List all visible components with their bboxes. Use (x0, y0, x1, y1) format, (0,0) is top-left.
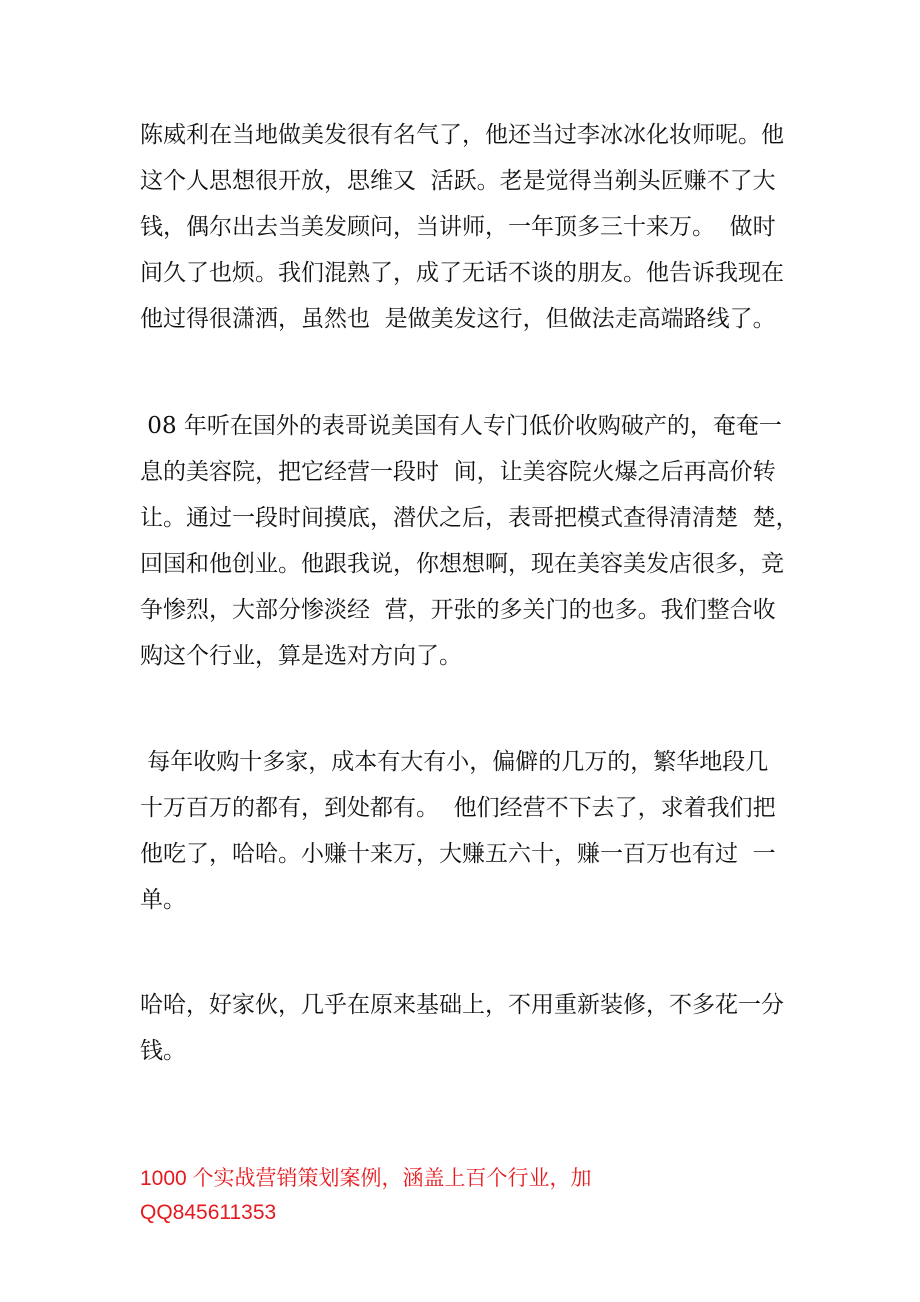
text-line: 他过得很潇洒，虽然也 是做美发这行，但做法走高端路线了。 (140, 306, 776, 332)
text-line: 购这个行业，算是选对方向了。 (140, 643, 462, 669)
text-line: 这个人思想很开放，思维又 活跃。老是觉得当剃头匠赚不了大 (140, 168, 776, 194)
text-line: 他吃了，哈哈。小赚十来万，大赚五六十，赚一百万也有过 一 (140, 841, 776, 867)
paragraph-3 (140, 739, 790, 923)
promo-text (140, 1162, 790, 1230)
text-line: 息的美容院，把它经营一段时 间，让美容院火爆之后再高价转 (140, 459, 776, 485)
text-line: 单。 (140, 887, 186, 913)
text-line: 每年收购十多家，成本有大有小，偏僻的几万的，繁华地段几 (140, 749, 769, 775)
text-line: 钱。 (140, 1038, 186, 1064)
paragraph-2 (140, 403, 799, 679)
paragraph-4 (140, 982, 790, 1074)
promo-contact: QQ845611353 (140, 1201, 277, 1224)
text-line: 间久了也烦。我们混熟了，成了无话不谈的朋友。他告诉我现在 (140, 260, 784, 286)
paragraph-1 (140, 112, 790, 342)
promo-line: 1000 个实战营销策划案例，涵盖上百个行业，加 (140, 1167, 592, 1190)
text-line: 十万百万的都有，到处都有。 他们经营不下去了，求着我们把 (140, 795, 776, 821)
text-line: 钱，偶尔出去当美发顾问，当讲师，一年顶多三十来万。 做时 (140, 214, 776, 240)
text-line: 让。通过一段时间摸底，潜伏之后，表哥把模式查得清清楚 楚， (140, 505, 799, 531)
text-line: 争惨烈，大部分惨淡经 营，开张的多关门的也多。我们整合收 (140, 597, 776, 623)
text-line: 陈威利在当地做美发很有名气了，他还当过李冰冰化妆师呢。他 (140, 122, 784, 148)
text-line: 哈哈，好家伙，几乎在原来基础上，不用重新装修，不多花一分 (140, 992, 784, 1018)
text-line: 回国和他创业。他跟我说，你想想啊，现在美容美发店很多，竞 (140, 551, 784, 577)
text-line: 08 年听在国外的表哥说美国有人专门低价收购破产的，奄奄一 (140, 413, 782, 439)
